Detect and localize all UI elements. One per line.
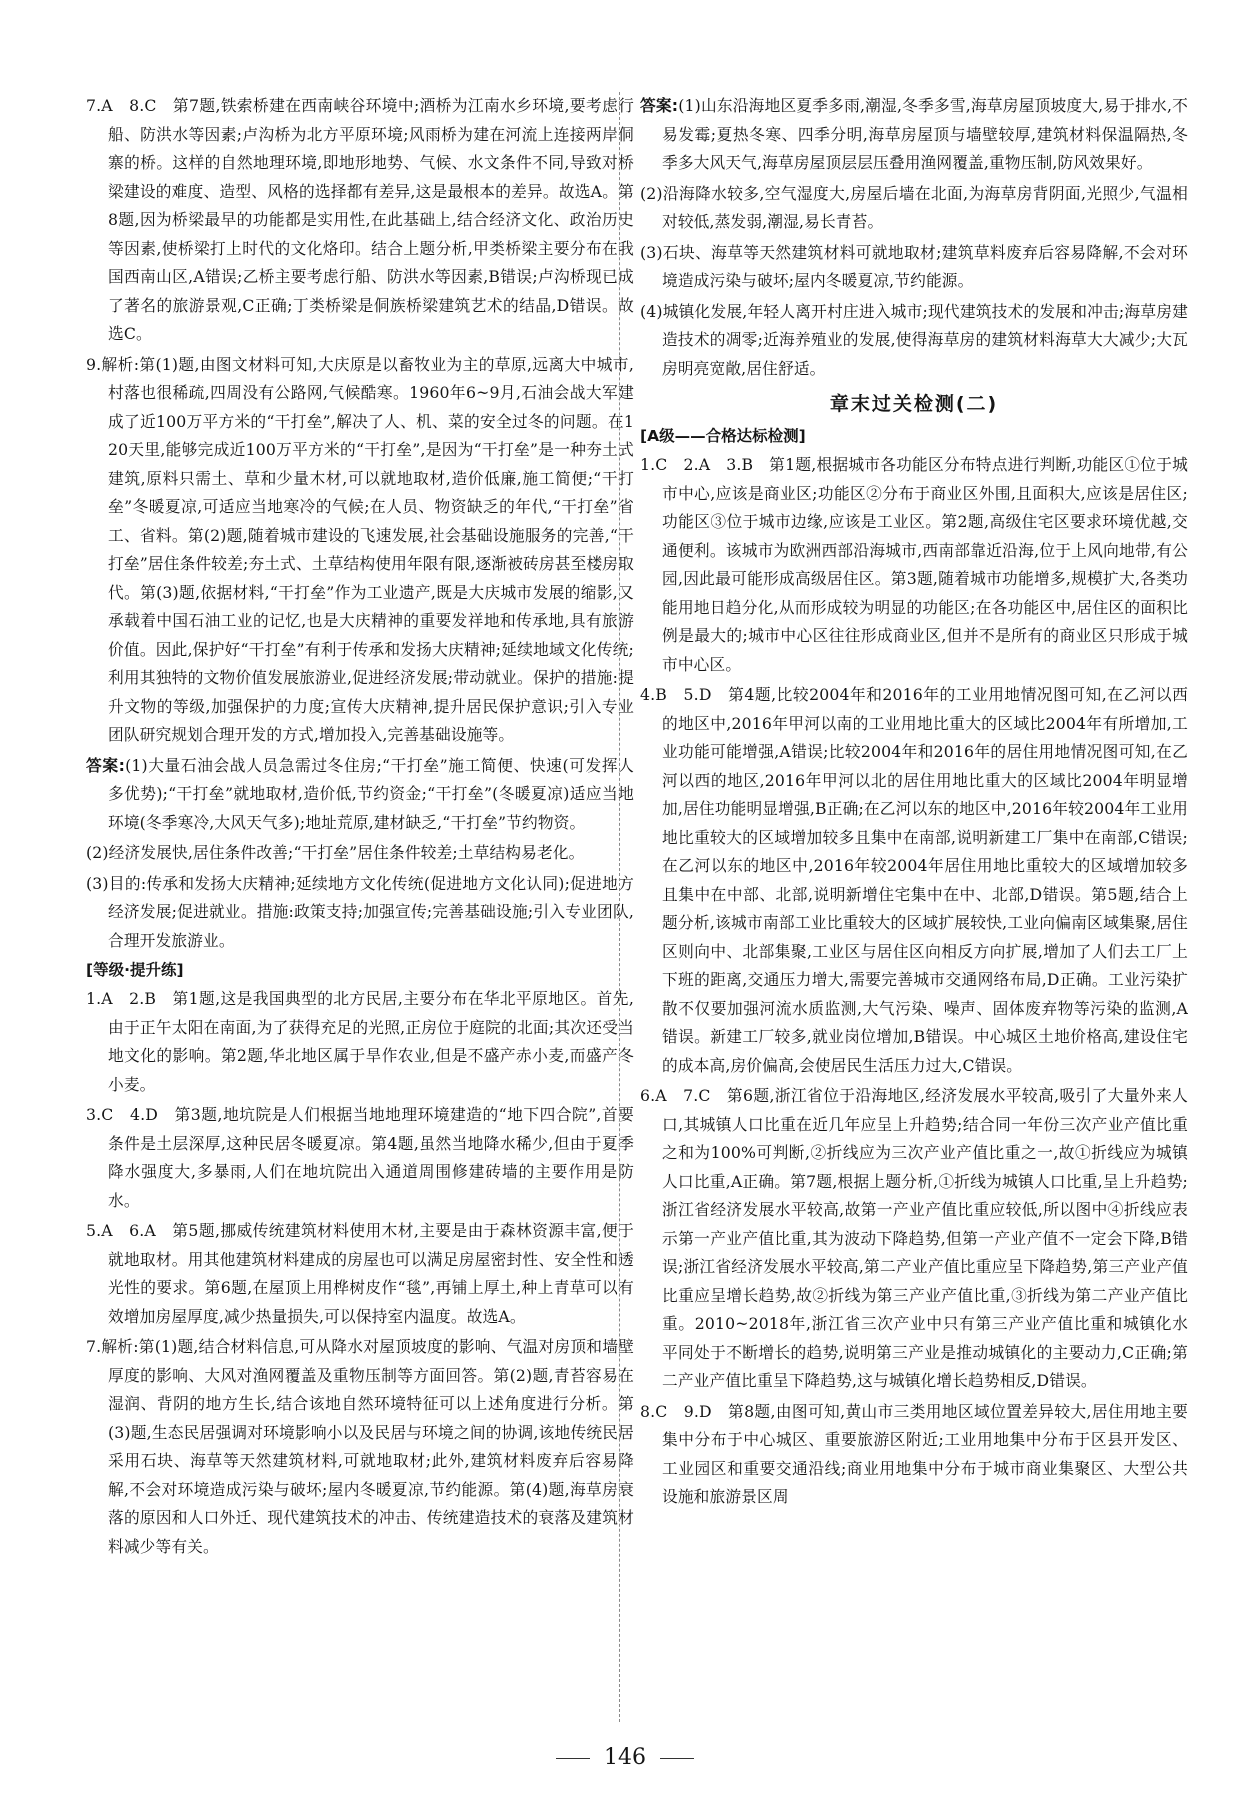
page-footer <box>0 1745 1250 1770</box>
answer-9-analysis: 9.解析:第(1)题,由图文材料可知,大庆原是以畜牧业为主的草原,远离大中城市,村落也很稀疏,四周没有公路网,气候酷寒。1960年6~9月,石油会战大军建成了近100万平方米的“干打垒”,解决了人、机、菜的安全过冬的问题。在120天里,能够完成近100万平方米的“干打垒”,是因为“干打垒”是一种夯土式建筑,原料只需土、草和少量木材,可以就地取材,造价低廉,施工简便;“干打垒”冬暖夏凉,可适应当地寒冷的气候;在人员、物资缺乏的年代,“干打垒”省工、省料。第(2)题,随着城市建设的飞速发展,社会基础设施服务的完善,“干打垒”居住条件较差;夯土式、土草结构使用年限有限,逐渐被砖房甚至楼房取代。第(3)题,依据材料,“干打垒”作为工业遗产,既是大庆城市发展的缩影,又承载着中国石油工业的记忆,也是大庆精神的重要发祥地和传承地,具有旅游价值。因此,保护好“干打垒”有利于传承和发扬大庆精神;延续地域文化传统;利用其独特的文物价值发展旅游业,促进经济发展;带动就业。保护的措施:提升文物的等级,加强保护的力度;宣传大庆精神,提升居民保护意识;引入专业团队研究规划合理开发的方式,增加投入,完善基础设施等。 <box>86 354 634 744</box>
answer-3-4: 3.C 4.D 第3题,地坑院是人们根据当地地理环境建造的“地下四合院”,首要条件是土层深厚,这种民居冬暖夏凉。第4题,虽然当地降水稀少,但由于夏季降水强度大,多暴雨,人们在地坑院出入通道周围修建砖墙的主要作用是防水。 <box>86 1105 634 1210</box>
answer-7-8: 7.A 8.C 第7题,铁索桥建在西南峡谷环境中;酒桥为江南水乡环境,要考虑行船、防洪水等因素;卢沟桥为北方平原环境;风雨桥为建在河流上连接两岸侗寨的桥。这样的自然地理环境,即地形地势、气候、水文条件不同,导致对桥梁建设的难度、造型、风格的选择都有差异,这是最根本的差异。故选A。第8题,因为桥梁最早的功能都是实用性,在此基础上,结合经济文化、政治历史等因素,使桥梁打上时代的文化烙印。结合上题分析,甲类桥梁主要分布在我国西南山区,A错误;乙桥主要考虑行船、防洪水等因素,B错误;卢沟桥现已成了著名的旅游景观,C正确;丁类桥梁是侗族桥梁建筑艺术的结晶,D错误。故选C。 <box>86 96 634 343</box>
answer-7-analysis: 7.解析:第(1)题,结合材料信息,可从降水对屋顶坡度的影响、气温对房顶和墙壁厚度的影响、大风对渔网覆盖及重物压制等方面回答。第(2)题,青苔容易在湿润、背阴的地方生长,结合该地自然环境特征可以上述角度进行分析。第(3)题,生态民居强调对环境影响小以及民居与环境之间的协调,该地传统民居采用石块、海草等天然建筑材料,可就地取材;此外,建筑材料废弃后容易降解,不会对环境造成污染与破坏;屋内冬暖夏凉,节约能源。第(4)题,海草房衰落的原因和人口外迁、现代建筑技术的冲击、传统建造技术的衰落及建筑材料减少等有关。 <box>86 1337 634 1556</box>
footer-dash-right <box>660 1758 694 1759</box>
answer-5-6: 5.A 6.A 第5题,挪威传统建筑材料使用木材,主要是由于森林资源丰富,便于就地取材。用其他建筑材料建成的房屋也可以满足房屋密封性、安全性和透光性的要求。第6题,在屋顶上用桦树皮作“毯”,再铺上厚土,种上青草可以有效增加房屋厚度,减少热量损失,可以保持室内温度。故选A。 <box>86 1221 634 1326</box>
answer-9-key-3: (3)目的:传承和发扬大庆精神;延续地方文化传统(促进地方文化认同);促进地方经济发展;促进就业。措施:政策支持;加强宣传;完善基础设施;引入专业团队,合理开发旅游业。 <box>86 873 634 950</box>
answer-1-3: 1.C 2.A 3.B 第1题,根据城市各功能区分布特点进行判断,功能区①位于城市中心,应该是商业区;功能区②分布于商业区外围,且面积大,应该是居住区;功能区③位于城市边缘,应该是工业区。第2题,高级住宅区要求环境优越,交通便利。该城市为欧洲西部沿海城市,西南部靠近沿海,位于上风向地带,有公园,因此最可能形成高级居住区。第3题,随着城市功能增多,规模扩大,各类功能用地日趋分化,从而形成较为明显的功能区;在各功能区中,居住区的面积比例是最大的;城市中心区往往形成商业区,但并不是所有的商业区只形成于城市中心区。 <box>640 455 1188 674</box>
answer-text: (1)山东沿海地区夏季多雨,潮湿,冬季多雪,海草房屋顶坡度大,易于排水,不易发霉;夏热冬寒、四季分明,海草房屋顶与墙壁较厚,建筑材料保温隔热,冬季多大风天气,海草房屋顶层层压叠用渔网覆盖,重物压制,防风效果好。 <box>662 96 1188 172</box>
answer-1-2: 1.A 2.B 第1题,这是我国典型的北方民居,主要分布在华北平原地区。首先,由于正午太阳在南面,为了获得充足的光照,正房位于庭院的北面;其次还受当地文化的影响。第2题,华北地区属于旱作农业,但是不盛产赤小麦,而盛产冬小麦。 <box>86 989 634 1094</box>
answer-7-key-1 <box>640 92 1188 178</box>
answer-7-key-4: (4)城镇化发展,年轻人离开村庄进入城市;现代建筑技术的发展和冲击;海草房建造技术的凋零;近海养殖业的发展,使得海草房的建筑材料海草大大减少;大瓦房明亮宽敞,居住舒适。 <box>640 301 1188 378</box>
answer-4-5: 4.B 5.D 第4题,比较2004年和2016年的工业用地情况图可知,在乙河以西的地区中,2016年甲河以南的工业用地比重大的区域比2004年有所增加,工业功能可能增强,A错误;比较2004年和2016年的居住用地情况图可知,在乙河以西的地区,2016年甲河以北的居住用地比重大的区域比2004年明显增加,居住功能明显增强,B正确;在乙河以东的地区中,2016年较2004年工业用地比重较大的区域增加较多且集中在南部,说明新建工厂集中在南部,C错误;在乙河以东的地区中,2016年较2004年居住用地比重较大的区域增加较多且集中在中部、北部,说明新增住宅集中在中、北部,D错误。第5题,结合上题分析,该城市南部工业比重较大的区域扩展较快,工业向偏南区域集聚,居住区则向中、北部集聚,工业区与居住区向相反方向扩展,增加了人们去工厂上下班的距离,交通压力增大,需要完善城市交通网络布局,D正确。工业污染扩散不仅要加强河流水质监测,大气污染、噪声、固体废弃物等污染的监测,A错误。新建工厂较多,就业岗位增加,B错误。中心城区土地价格高,建设住宅的成本高,房价偏高,会使居民生活压力过大,C错误。 <box>640 685 1188 1075</box>
section-title: 章末过关检测(二) <box>829 393 999 415</box>
answer-9-key-1 <box>86 752 634 838</box>
answer-text: (1)大量石油会战人员急需过冬住房;“干打垒”施工简便、快速(可发挥人多优势);“干打垒”就地取材,造价低,节约资金;“干打垒”(冬暖夏凉)适应当地环境(冬季寒冷,大风天气多);地址荒原,建材缺乏,“干打垒”节约物资。 <box>108 755 634 832</box>
right-column <box>640 92 1188 1514</box>
answer-9-key-2: (2)经济发展快,居住条件改善;“干打垒”居住条件较差;土草结构易老化。 <box>86 843 585 862</box>
answer-7-key-3: (3)石块、海草等天然建筑材料可就地取材;建筑草料废弃后容易降解,不会对环境造成污染与破坏;屋内冬暖夏凉,节约能源。 <box>640 242 1188 290</box>
column-divider <box>619 92 620 1722</box>
left-column <box>86 92 634 1563</box>
answer-8-9: 8.C 9.D 第8题,由图可知,黄山市三类用地区域位置差异较大,居住用地主要集中分布于中心城区、重要旅游区附近;工业用地集中分布于区县开发区、工业园区和重要交通沿线;商业用地集中分布于城市商业集聚区、大型公共设施和旅游景区周 <box>640 1401 1188 1506</box>
level-heading: [等级·提升练] <box>86 961 184 979</box>
footer-dash-left <box>556 1758 590 1759</box>
level-heading: [A级——合格达标检测] <box>640 427 806 445</box>
answer-label: 答案: <box>86 755 126 775</box>
answer-6-7: 6.A 7.C 第6题,浙江省位于沿海地区,经济发展水平较高,吸引了大量外来人口,其城镇人口比重在近几年应呈上升趋势;结合同一年份三次产业产值比重之和为100%可判断,②折线应为三次产业产值比重之一,故①折线应为城镇人口比重,A正确。第7题,根据上题分析,①折线为城镇人口比重,呈上升趋势;浙江省经济发展水平较高,故第一产业产值比重应较低,所以图中④折线应表示第一产业产值比重,其为波动下降趋势,但第一产业产值不一定会下降,B错误;浙江省经济发展水平较高,第二产业产值比重应呈下降趋势,第三产业产值比重应呈增长趋势,故②折线为第三产业产值比重,③折线为第二产业产值比重。2010~2018年,浙江省三次产业中只有第三产业产值比重和城镇化水平同处于不断增长的趋势,说明第三产业是推动城镇化的主要动力,C正确;第二产业产值比重呈下降趋势,这与城镇化增长趋势相反,D错误。 <box>640 1086 1188 1390</box>
page-number: 146 <box>604 1745 646 1770</box>
answer-label: 答案: <box>640 96 679 115</box>
answer-7-key-2: (2)沿海降水较多,空气湿度大,房屋后墙在北面,为海草房背阴面,光照少,气温相对较低,蒸发弱,潮湿,易长青苔。 <box>640 183 1188 231</box>
